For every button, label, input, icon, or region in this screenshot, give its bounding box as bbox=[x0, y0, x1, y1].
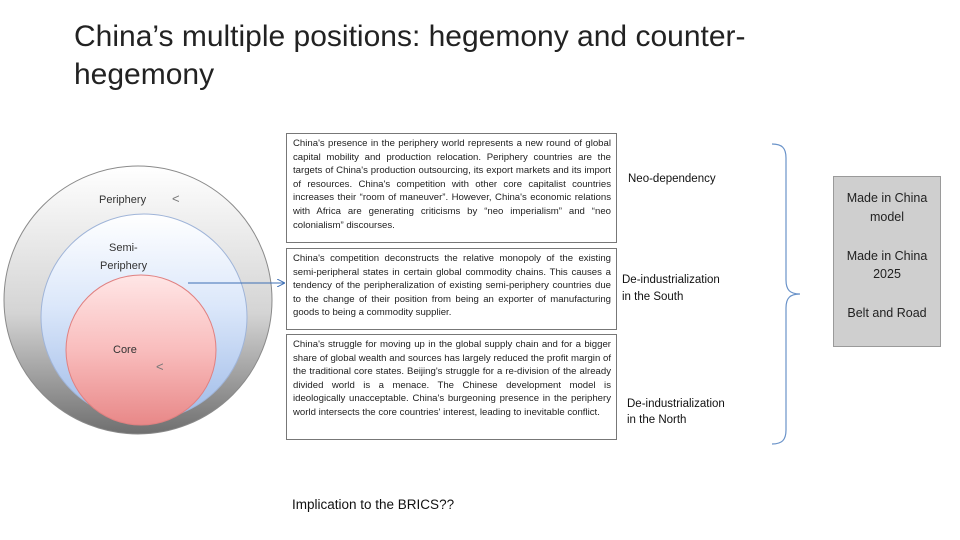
deindustrialization-north-line2: in the North bbox=[627, 414, 687, 426]
made-in-china-2025-line2: 2025 bbox=[873, 267, 901, 281]
core-text-box: China's struggle for moving up in the global supply chain and for a bigger share of global wealth and sources has largely reduced the profit margin of the traditional core states. Beijing's struggle for a re-division of the already divided world is a menace. The Chinese development model is ideologically unacceptable. China's burgeoning presence in the periphery world intersects the core countries' interest, leading to inevitable conflict. bbox=[286, 334, 617, 440]
belt-and-road: Belt and Road bbox=[847, 306, 927, 320]
neo-dependency-label: Neo-dependency bbox=[628, 173, 716, 185]
periphery-label: Periphery bbox=[99, 194, 147, 206]
semi-periphery-label-line1: Semi- bbox=[109, 242, 138, 254]
semi-periphery-label-line2: Periphery bbox=[100, 260, 148, 272]
made-in-china-model-line1: Made in China bbox=[846, 191, 928, 205]
strategy-panel bbox=[833, 176, 941, 347]
core-circle bbox=[66, 275, 216, 425]
periphery-text-box: China's presence in the periphery world represents a new round of global capital mobility and production relocation. Periphery countries are the targets of China's production outsourcing, its export markets and its import of resources. China's competition with other core capitalist countries increases their “room of maneuver”. However, China's economic relations with Africa are generating criticisms by “neo imperialism” and “neo colonialism” discourses. bbox=[286, 133, 617, 243]
brics-implication-note: Implication to the BRICS?? bbox=[292, 497, 455, 512]
deindustrialization-south-line2: in the South bbox=[622, 291, 684, 303]
core-label: Core bbox=[113, 344, 137, 356]
deindustrialization-north-line1: De-industrialization bbox=[627, 398, 725, 410]
made-in-china-model-line2: model bbox=[869, 210, 905, 224]
deindustrialization-south-line1: De-industrialization bbox=[622, 274, 720, 286]
periphery-pointer-icon: < bbox=[172, 191, 180, 206]
core-pointer-icon: < bbox=[156, 359, 164, 374]
made-in-china-2025-line1: Made in China bbox=[846, 249, 928, 263]
right-bracket bbox=[772, 144, 800, 444]
slide-title: China’s multiple positions: hegemony and counter-hegemony bbox=[74, 20, 746, 91]
semi-periphery-text-box: China's competition deconstructs the relative monopoly of the existing semi-peripheral states in certain global commodity chains. This causes a tendency of the peripheralization of existing semi-periphery countries due to the change of their position from being an exporter of manufacturing goods to being a commodity supplier. bbox=[286, 248, 617, 330]
